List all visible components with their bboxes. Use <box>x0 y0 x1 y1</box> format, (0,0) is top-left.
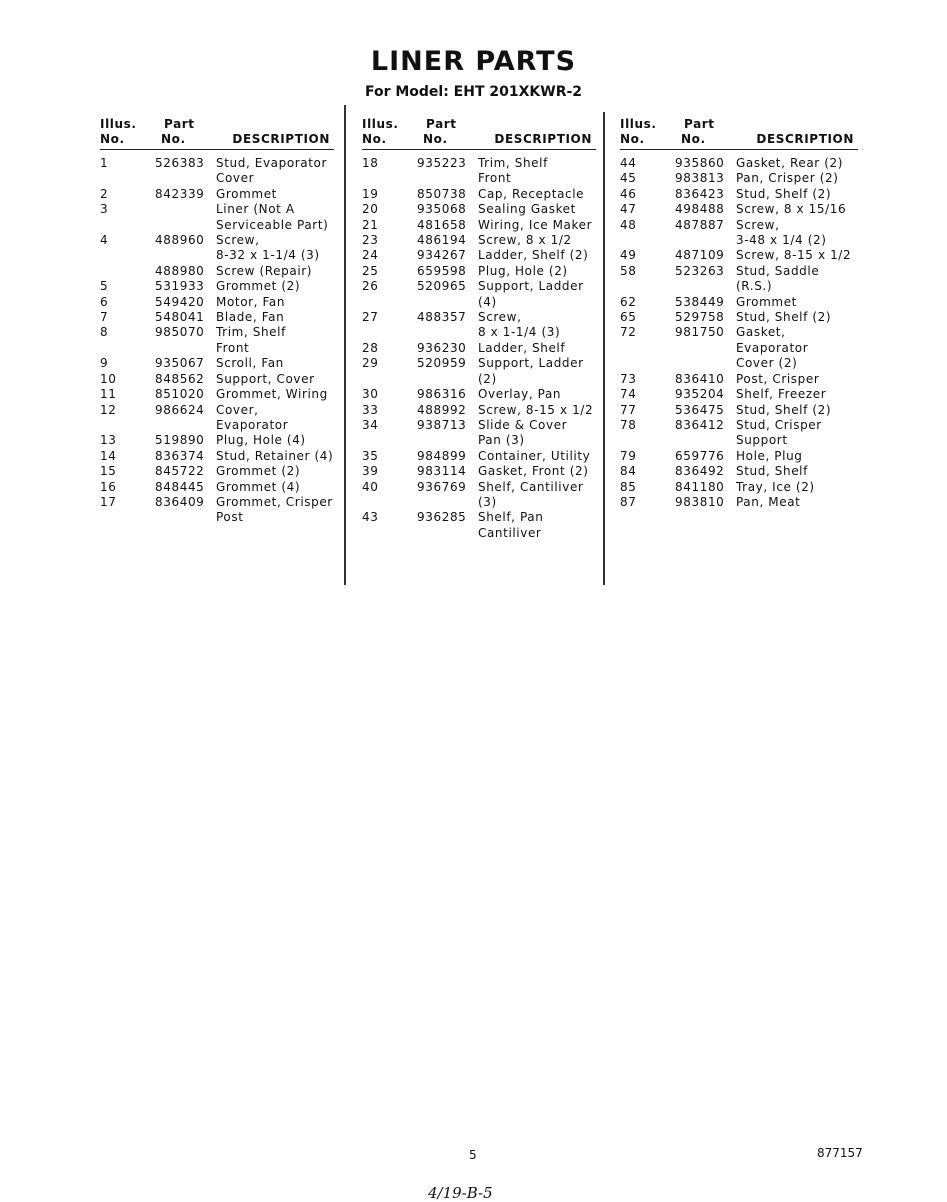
illus-number: 48 <box>620 217 637 232</box>
header-illus1: Illus. <box>620 117 657 131</box>
part-description: Trim, Shelf <box>478 156 548 170</box>
illus-number <box>100 248 155 263</box>
part-description: Cover <box>216 171 255 186</box>
column-divider <box>344 105 346 585</box>
illus-number: 14 <box>100 448 117 463</box>
column-header <box>100 117 334 150</box>
table-row <box>100 233 334 248</box>
table-row <box>620 264 858 295</box>
part-number <box>155 248 216 263</box>
table-row <box>620 480 858 495</box>
column-header <box>620 117 858 150</box>
table-row <box>620 387 858 402</box>
part-description: Shelf, Pan <box>478 510 544 525</box>
header-desc: DESCRIPTION <box>756 132 854 146</box>
illus-number: 7 <box>100 310 109 325</box>
part-number: 531933 <box>155 279 205 294</box>
part-number <box>675 233 736 248</box>
table-row <box>620 295 858 310</box>
illus-number <box>100 341 155 356</box>
parts-list <box>362 156 596 541</box>
table-row <box>620 356 858 371</box>
illus-number <box>620 433 675 448</box>
illus-number: 28 <box>362 340 379 355</box>
part-description: Cover (2) <box>736 356 798 371</box>
parts-column-1 <box>100 117 334 526</box>
part-description: Grommet, Crisper <box>216 494 333 509</box>
illus-number: 39 <box>362 464 379 479</box>
table-row <box>362 356 596 387</box>
part-description: Screw, 8 x 1/2 <box>478 233 572 248</box>
part-description: Screw, <box>736 217 780 232</box>
part-number: 986624 <box>155 402 205 417</box>
illus-number: 44 <box>620 156 637 170</box>
illus-number: 87 <box>620 494 637 509</box>
illus-number <box>362 526 417 541</box>
table-row <box>362 310 596 325</box>
part-number: 659598 <box>417 263 467 278</box>
illus-number: 16 <box>100 479 117 494</box>
part-number: 936769 <box>417 479 467 494</box>
part-number: 487109 <box>675 248 725 263</box>
part-number <box>155 218 216 233</box>
part-description: Ladder, Shelf (2) <box>478 248 589 263</box>
part-description: Grommet <box>736 294 797 309</box>
part-description: Sealing Gasket <box>478 202 576 217</box>
illus-number: 46 <box>620 186 637 201</box>
illus-number: 27 <box>362 310 379 325</box>
part-number: 934267 <box>417 248 467 263</box>
illus-number: 2 <box>100 186 109 201</box>
part-description: Stud, Shelf (2) <box>736 402 832 417</box>
part-description: Pan (3) <box>478 433 525 448</box>
part-description: Support, Cover <box>216 371 315 386</box>
table-row <box>362 171 596 186</box>
column-header <box>362 117 596 150</box>
part-description: Hole, Plug <box>736 448 803 463</box>
part-description: Gasket, Rear (2) <box>736 156 844 170</box>
header-desc: DESCRIPTION <box>232 132 330 146</box>
part-description: Stud, Shelf (2) <box>736 310 832 325</box>
part-number: 984899 <box>417 448 467 463</box>
table-row <box>100 372 334 387</box>
part-number <box>417 171 478 186</box>
illus-number: 72 <box>620 325 637 340</box>
part-number: 529758 <box>675 310 725 325</box>
header-desc: DESCRIPTION <box>494 132 592 146</box>
part-description: Wiring, Ice Maker <box>478 217 593 232</box>
part-number: 842339 <box>155 186 205 201</box>
table-row <box>620 187 858 202</box>
table-row <box>620 248 858 263</box>
part-number <box>675 356 736 371</box>
header-illus1: Illus. <box>100 117 137 131</box>
part-description: Grommet (4) <box>216 479 301 494</box>
part-description: Support, Ladder (4) <box>478 279 584 309</box>
part-number <box>155 171 216 186</box>
table-row <box>362 418 596 433</box>
part-number: 841180 <box>675 479 725 494</box>
table-row <box>100 295 334 310</box>
part-number: 983813 <box>675 171 725 186</box>
part-number: 486194 <box>417 233 467 248</box>
part-description: Motor, Fan <box>216 294 286 309</box>
part-number: 520965 <box>417 279 467 294</box>
table-row <box>620 171 858 186</box>
part-description: Liner (Not A <box>216 202 295 217</box>
part-number: 836409 <box>155 494 205 509</box>
part-description: Screw, 8 x 15/16 <box>736 202 847 217</box>
table-row <box>620 310 858 325</box>
part-number: 519890 <box>155 433 205 448</box>
part-description: Front <box>478 171 512 186</box>
document-code: 877157 <box>817 1146 863 1160</box>
illus-number: 58 <box>620 263 637 278</box>
illus-number: 43 <box>362 510 379 525</box>
header-part2: No. <box>161 132 186 146</box>
handwritten-note: 4/19-B-5 <box>428 1184 493 1202</box>
table-row <box>362 510 596 525</box>
table-row <box>100 310 334 325</box>
part-description: Shelf, Freezer <box>736 387 827 402</box>
part-description: Cantiliver <box>478 525 542 540</box>
header-part2: No. <box>423 132 448 146</box>
table-row <box>100 356 334 371</box>
header-part1: Part <box>426 117 457 131</box>
part-number <box>417 325 478 340</box>
part-number: 935204 <box>675 387 725 402</box>
part-description: Support, Ladder (2) <box>478 356 584 386</box>
part-number: 520959 <box>417 356 467 371</box>
part-number: 983810 <box>675 494 725 509</box>
illus-number <box>362 325 417 340</box>
parts-list <box>620 156 858 510</box>
part-description: 8 x 1-1/4 (3) <box>478 325 561 340</box>
part-description: Post, Crisper <box>736 371 820 386</box>
part-description: Screw, 8-15 x 1/2 <box>736 248 852 263</box>
part-number: 836410 <box>675 371 725 386</box>
part-number: 659776 <box>675 448 725 463</box>
part-number: 850738 <box>417 186 467 201</box>
table-row <box>620 495 858 510</box>
illus-number: 19 <box>362 186 379 201</box>
header-part1: Part <box>684 117 715 131</box>
illus-number <box>362 171 417 186</box>
part-description: Stud, Saddle (R.S.) <box>736 263 820 294</box>
part-number: 536475 <box>675 402 725 417</box>
part-number: 523263 <box>675 263 725 278</box>
part-description: Post <box>216 510 244 525</box>
part-description: Serviceable Part) <box>216 217 329 232</box>
part-description: Plug, Hole (4) <box>216 433 306 448</box>
part-number: 836492 <box>675 464 725 479</box>
part-description: Support <box>736 433 788 448</box>
part-number <box>155 341 216 356</box>
illus-number: 85 <box>620 479 637 494</box>
illus-number: 49 <box>620 248 637 263</box>
illus-number: 13 <box>100 433 117 448</box>
part-number: 935068 <box>417 202 467 217</box>
part-number: 981750 <box>675 325 725 340</box>
illus-number: 10 <box>100 371 117 386</box>
illus-number: 21 <box>362 217 379 232</box>
part-number: 935860 <box>675 156 725 170</box>
part-description: Stud, Evaporator <box>216 156 328 170</box>
part-description: Gasket, Front (2) <box>478 464 589 479</box>
part-description: Screw, 8-15 x 1/2 <box>478 402 594 417</box>
illus-number <box>620 233 675 248</box>
illus-number: 23 <box>362 233 379 248</box>
illus-number <box>100 510 155 525</box>
table-row <box>362 202 596 217</box>
header-part1: Part <box>164 117 195 131</box>
parts-column-3 <box>620 117 858 510</box>
illus-number: 15 <box>100 464 117 479</box>
part-number: 498488 <box>675 202 725 217</box>
table-row <box>100 279 334 294</box>
illus-number: 17 <box>100 494 117 509</box>
illus-number: 33 <box>362 402 379 417</box>
header-illus2: No. <box>100 132 125 146</box>
table-row <box>362 187 596 202</box>
illus-number <box>620 356 675 371</box>
illus-number: 25 <box>362 263 379 278</box>
part-description: Screw, <box>478 310 522 325</box>
table-row <box>620 218 858 233</box>
part-description: Slide & Cover <box>478 417 568 432</box>
part-description: Scroll, Fan <box>216 356 284 371</box>
table-row <box>100 171 334 186</box>
table-row <box>362 464 596 479</box>
illus-number: 6 <box>100 294 109 309</box>
table-row <box>620 233 858 248</box>
table-row <box>362 248 596 263</box>
part-description: Cover, Evaporator <box>216 402 289 432</box>
part-description: Pan, Crisper (2) <box>736 171 839 186</box>
illus-number: 77 <box>620 402 637 417</box>
part-description: Stud, Shelf <box>736 464 808 479</box>
part-number <box>417 433 478 448</box>
table-row <box>620 372 858 387</box>
part-description: Pan, Meat <box>736 494 801 509</box>
part-description: Grommet (2) <box>216 464 301 479</box>
table-row <box>620 464 858 479</box>
illus-number: 12 <box>100 402 117 417</box>
part-number: 848445 <box>155 479 205 494</box>
table-row <box>100 341 334 356</box>
part-description: Shelf, Cantiliver (3) <box>478 479 584 509</box>
part-description: Ladder, Shelf <box>478 340 566 355</box>
table-row <box>620 325 858 356</box>
part-number: 549420 <box>155 294 205 309</box>
part-description: Front <box>216 340 250 355</box>
table-row <box>100 187 334 202</box>
illus-number: 18 <box>362 156 379 170</box>
part-number: 526383 <box>155 156 205 170</box>
illus-number: 20 <box>362 202 379 217</box>
page-title: LINER PARTS <box>370 46 577 77</box>
table-row <box>362 526 596 541</box>
illus-number: 73 <box>620 371 637 386</box>
table-row <box>620 202 858 217</box>
table-row <box>620 449 858 464</box>
table-row <box>100 202 334 217</box>
part-number: 488357 <box>417 310 467 325</box>
table-row <box>100 325 334 340</box>
illus-number: 65 <box>620 310 637 325</box>
table-row <box>100 248 334 263</box>
table-row <box>362 218 596 233</box>
illus-number: 78 <box>620 417 637 432</box>
illus-number <box>100 264 155 279</box>
part-description: Overlay, Pan <box>478 387 562 402</box>
part-number <box>155 202 216 217</box>
part-number <box>155 510 216 525</box>
illus-number: 26 <box>362 279 379 294</box>
part-description: Grommet, Wiring <box>216 387 328 402</box>
part-description: Grommet <box>216 186 277 201</box>
part-number: 488960 <box>155 233 205 248</box>
part-description: Screw, <box>216 233 260 248</box>
part-number <box>417 526 478 541</box>
header-illus1: Illus. <box>362 117 399 131</box>
illus-number: 74 <box>620 387 637 402</box>
part-number: 985070 <box>155 325 205 340</box>
part-number: 488992 <box>417 402 467 417</box>
illus-number: 4 <box>100 233 109 248</box>
part-number: 935223 <box>417 156 467 170</box>
illus-number: 29 <box>362 356 379 371</box>
table-row <box>362 387 596 402</box>
part-number: 548041 <box>155 310 205 325</box>
part-description: Tray, Ice (2) <box>736 479 815 494</box>
part-number: 487887 <box>675 217 725 232</box>
illus-number: 9 <box>100 356 109 371</box>
part-number: 836374 <box>155 448 205 463</box>
header-illus2: No. <box>362 132 387 146</box>
table-row <box>100 218 334 233</box>
part-number: 836412 <box>675 417 725 432</box>
part-number <box>675 433 736 448</box>
part-number: 845722 <box>155 464 205 479</box>
table-row <box>100 433 334 448</box>
part-description: Grommet (2) <box>216 279 301 294</box>
model-subtitle: For Model: EHT 201XKWR-2 <box>364 84 583 100</box>
header-illus2: No. <box>620 132 645 146</box>
part-number: 936230 <box>417 340 467 355</box>
part-number: 488980 <box>155 263 205 278</box>
table-row <box>620 403 858 418</box>
part-description: Stud, Shelf (2) <box>736 186 832 201</box>
table-row <box>100 403 334 434</box>
parts-column-2 <box>362 117 596 541</box>
part-number: 983114 <box>417 464 467 479</box>
table-row <box>362 449 596 464</box>
parts-list <box>100 156 334 526</box>
illus-number: 34 <box>362 417 379 432</box>
illus-number: 8 <box>100 325 109 340</box>
illus-number: 47 <box>620 202 637 217</box>
illus-number: 84 <box>620 464 637 479</box>
table-row <box>362 480 596 511</box>
table-row <box>100 387 334 402</box>
part-description: 8-32 x 1-1/4 (3) <box>216 248 320 263</box>
part-description: Trim, Shelf <box>216 325 286 340</box>
illus-number <box>100 218 155 233</box>
illus-number: 40 <box>362 479 379 494</box>
part-description: 3-48 x 1/4 (2) <box>736 233 827 248</box>
table-row <box>100 495 334 510</box>
table-row <box>100 264 334 279</box>
illus-number: 24 <box>362 248 379 263</box>
part-number: 848562 <box>155 371 205 386</box>
table-row <box>362 341 596 356</box>
part-number: 836423 <box>675 186 725 201</box>
table-row <box>620 156 858 171</box>
part-number: 938713 <box>417 417 467 432</box>
part-number: 936285 <box>417 510 467 525</box>
table-row <box>100 156 334 171</box>
table-row <box>362 156 596 171</box>
part-number: 935067 <box>155 356 205 371</box>
illus-number <box>100 171 155 186</box>
table-row <box>620 433 858 448</box>
table-row <box>362 233 596 248</box>
column-divider <box>603 112 605 585</box>
illus-number: 11 <box>100 387 117 402</box>
table-row <box>100 464 334 479</box>
table-row <box>362 264 596 279</box>
part-description: Stud, Crisper <box>736 417 822 432</box>
illus-number: 5 <box>100 279 109 294</box>
illus-number: 79 <box>620 448 637 463</box>
table-row <box>100 449 334 464</box>
illus-number: 30 <box>362 387 379 402</box>
illus-number: 3 <box>100 202 109 217</box>
table-row <box>100 510 334 525</box>
illus-number <box>362 433 417 448</box>
part-description: Screw (Repair) <box>216 263 313 278</box>
part-description: Blade, Fan <box>216 310 285 325</box>
part-number: 986316 <box>417 387 467 402</box>
illus-number: 45 <box>620 171 637 186</box>
illus-number: 62 <box>620 294 637 309</box>
illus-number: 35 <box>362 448 379 463</box>
part-number: 851020 <box>155 387 205 402</box>
part-description: Plug, Hole (2) <box>478 263 568 278</box>
table-row <box>362 433 596 448</box>
table-row <box>362 325 596 340</box>
table-row <box>100 480 334 495</box>
page-number: 5 <box>469 1148 477 1162</box>
header-part2: No. <box>681 132 706 146</box>
part-description: Cap, Receptacle <box>478 186 585 201</box>
part-description: Stud, Retainer (4) <box>216 448 334 463</box>
part-description: Container, Utility <box>478 448 591 463</box>
part-number: 481658 <box>417 217 467 232</box>
part-description: Gasket, Evaporator <box>736 325 809 355</box>
illus-number: 1 <box>100 156 109 170</box>
table-row <box>362 403 596 418</box>
part-number: 538449 <box>675 294 725 309</box>
table-row <box>362 279 596 310</box>
table-row <box>620 418 858 433</box>
